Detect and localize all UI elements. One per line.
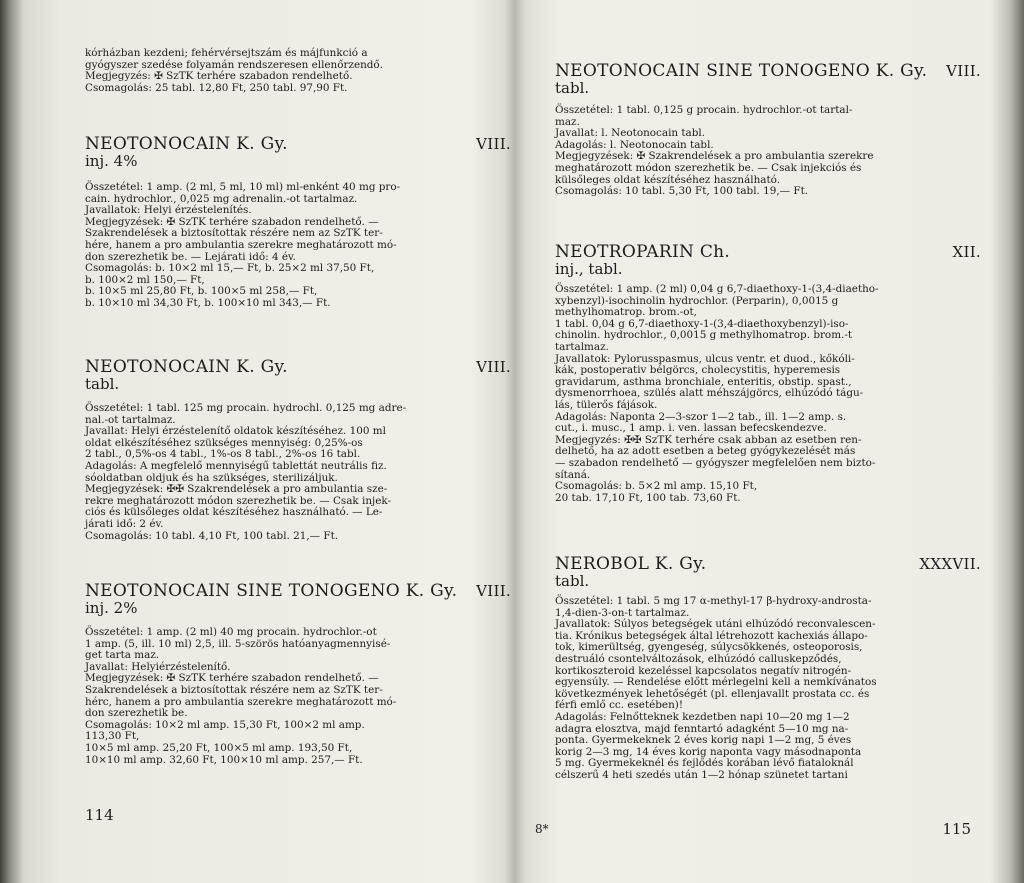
entry-line: adagra elosztva, majd fenntartó adagként 5—10 mg na- <box>555 722 849 735</box>
entry-line: Megjegyzés: ✠✠ SzTK terhére csak abban az esetben ren- <box>555 433 862 446</box>
entry-line: gravidarum, asthma bronchiale, enteritis, obstip. spast., <box>555 375 852 388</box>
entry-line: — szabadon rendelhető — gyógyszer megfelelően nem bizto- <box>555 456 876 469</box>
entry-line: Javallatok: Helyi érzéstelenítés. <box>85 204 252 217</box>
entry-line: Javallatok: Súlyos betegségek utáni elhúzódó reconvalescen- <box>555 618 876 631</box>
entry-line: b. 10×5 ml 25,80 Ft, b. 100×5 ml 258,— Ft, <box>85 285 318 298</box>
entry-body <box>555 284 985 504</box>
entry-line: 113,30 Ft, <box>85 730 140 743</box>
entry-line: Megjegyzések: ✠ SzTK terhére szabadon rendelhető. — <box>85 672 379 685</box>
entry-line: chinolin. hydrochlor., 0,0015 g methylhomatrop. brom.-t <box>555 329 853 342</box>
entry-title: NEOTONOCAIN K. Gy. VIII. <box>85 357 511 377</box>
entry-nerobol <box>555 555 985 782</box>
entry-form: inj., tabl. <box>555 260 623 278</box>
entry-body <box>555 105 985 198</box>
entry-line: destruáló csontelváltozások, elhúzódó calluskepződés, <box>555 652 842 665</box>
entry-line: dysmenorrhoea, szülés alatt méhszájgörcs, elhúzódó tágu- <box>555 387 864 400</box>
entry-neotonocain-inj <box>85 135 515 310</box>
entry-form: tabl. <box>555 79 590 97</box>
entry-line: külsőleges oldat készítéséhez használható. <box>555 173 781 186</box>
entry-line: Adagolás: Felnőtteknek kezdetben napi 10—20 mg 1—2 <box>555 710 850 723</box>
entry-line: sítaná. <box>555 468 591 481</box>
intro-csomagolas: Csomagolás: 25 tabl. 12,80 Ft, 250 tabl. 97,90 Ft. <box>85 81 348 94</box>
intro-line: gyógyszer szedése folyamán rendszeresen ellenőrzendő. <box>85 58 383 71</box>
entry-line: Szakrendelések a biztosítottak részére nem az SzTK ter- <box>85 227 383 240</box>
entry-line: 1 amp. (5, ill. 10 ml) 2,5, ill. 5-szörös hatóanyagmennyisé- <box>85 637 391 650</box>
category-number: VIII. <box>946 62 981 80</box>
entry-line: 1 tabl. 0,04 g 6,7-diaethoxy-1-(3,4-diaethoxybenzyl)-iso- <box>555 317 849 330</box>
entry-neotroparin <box>555 243 985 504</box>
entry-line: ciós és külsőleges oldat készítéséhez használható. — Le- <box>85 506 383 519</box>
entry-line: 1,4-dien-3-on-t tartalmaz. <box>555 606 690 619</box>
entry-line: tok, kimerültség, gyengeség, súlycsökkenés, osteoporosis, <box>555 641 863 654</box>
entry-neotonocain-sine-inj <box>85 582 515 766</box>
entry-line: methylhomatrop. brom.-ot, <box>555 306 697 319</box>
entry-line: korig 2—3 mg, 14 éves korig naponta vagy másodnaponta <box>555 745 862 758</box>
entry-line: b. 10×10 ml 34,30 Ft, b. 100×10 ml 343,— Ft. <box>85 296 331 309</box>
entry-line: Csomagolás: 10 tabl. 4,10 Ft, 100 tabl. 21,— Ft. <box>85 529 339 542</box>
entry-line: 5 mg. Gyermekeknél és fejlődés korában lévő fiataloknál <box>555 757 854 770</box>
entry-line: egyensúly. — Rendelése előtt mérlegelni kell a nemkívánatos <box>555 676 877 689</box>
entry-title: NEOTONOCAIN SINE TONOGENO K. Gy. VIII. <box>555 61 981 81</box>
entry-line: Csomagolás: 10×2 ml amp. 15,30 Ft, 100×2 ml amp. <box>85 718 365 731</box>
entry-line: 10×5 ml amp. 25,20 Ft, 100×5 ml amp. 193,50 Ft, <box>85 741 353 754</box>
category-number: VIII. <box>476 358 511 376</box>
entry-line: tartalmaz. <box>555 340 609 353</box>
entry-line: Összetétel: 1 tabl. 125 mg procain. hydrochl. 0,125 mg adre- <box>85 402 407 414</box>
entry-line: következmények lehetőségét (pl. ellenjavallt prostata cc. és <box>555 687 870 700</box>
entry-line: cut., i. musc., 1 amp. i. ven. lassan befecskendezve. <box>555 422 827 435</box>
entry-line: nal.-ot tartalmaz. <box>85 413 176 426</box>
entry-line: Összetétel: 1 amp. (2 ml) 0,04 g 6,7-diaethoxy-1-(3,4-diaetho- <box>555 283 879 295</box>
entry-line: kortikoszteroid kezeléssel kapcsolatos negatív nitrogén- <box>555 664 852 677</box>
entry-form: tabl. <box>555 572 590 590</box>
entry-body <box>85 182 515 310</box>
entry-line: 2 tabl., 0,5%-os 4 tabl., 1%-os 8 tabl., 2%-os 16 tabl. <box>85 448 361 461</box>
entry-line: oldat elkészítéséhez szükséges mennyiség: 0,25%-os <box>85 436 363 449</box>
entry-line: 10×10 ml amp. 32,60 Ft, 100×10 ml amp. 257,— Ft. <box>85 753 363 766</box>
entry-body <box>555 596 985 782</box>
entry-line: Adagolás: l. Neotonocain tabl. <box>555 138 714 151</box>
entry-line: get tarta maz. <box>85 649 160 662</box>
entry-line: Adagolás: A megfelelő mennyiségű tablettát neutrális fiz. <box>85 459 387 472</box>
category-number: XXXVII. <box>919 555 981 573</box>
entry-neotonocain-tabl <box>85 358 515 542</box>
entry-line: Adagolás: Naponta 2—3-szor 1—2 tab., ill. 1—2 amp. s. <box>555 410 847 423</box>
entry-line: Összetétel: 1 amp. (2 ml) 40 mg procain. hydrochlor.-ot <box>85 626 377 638</box>
entry-title: NEOTONOCAIN SINE TONOGENO K. Gy. VIII. <box>85 581 511 601</box>
entry-title: NEOTROPARIN Ch. XII. <box>555 242 981 262</box>
entry-line: delhető, ha az adott esetben a beteg gyógykezelését más <box>555 445 856 458</box>
page-number: 114 <box>85 806 114 824</box>
intro-block <box>85 48 515 94</box>
signature-mark: 8* <box>535 822 549 836</box>
entry-line: hére, hanem a pro ambulantia szerekre meghatározott mó- <box>85 238 397 251</box>
entry-line: Összetétel: 1 amp. (2 ml, 5 ml, 10 ml) ml-enként 40 mg pro- <box>85 181 401 193</box>
entry-line: xybenzyl)-isochinolin hydrochlor. (Perparin), 0,0015 g <box>555 294 839 307</box>
entry-title: NEROBOL K. Gy. XXXVII. <box>555 554 981 574</box>
entry-line: Megjegyzések: ✠✠ Szakrendelések a pro ambulantia sze- <box>85 483 388 496</box>
category-number: XII. <box>952 243 981 261</box>
entry-line: cain. hydrochlor., 0,025 mg adrenalin.-ot tartalmaz. <box>85 192 358 205</box>
left-page <box>85 0 515 883</box>
entry-line: Javallat: l. Neotonocain tabl. <box>555 127 706 140</box>
entry-line: járati idő: 2 év. <box>85 517 164 530</box>
entry-line: ponta. Gyermekeknek 2 éves korig napi 1—2 mg, 5 éves <box>555 734 852 747</box>
intro-megjegyzes: Megjegyzés: ✠ SzTK terhére szabadon rendelhető. <box>85 70 353 83</box>
entry-line: 20 tab. 17,10 Ft, 100 tab. 73,60 Ft. <box>555 491 741 504</box>
category-number: VIII. <box>476 582 511 600</box>
entry-form: inj. 2% <box>85 599 138 617</box>
entry-form: inj. 4% <box>85 152 138 170</box>
category-number: VIII. <box>476 135 511 153</box>
entry-line: célszerű 4 heti szedés után 1—2 hónap szünetet tartani <box>555 768 848 781</box>
entry-line: Csomagolás: b. 5×2 ml amp. 15,10 Ft, <box>555 480 758 493</box>
intro-line: kórházban kezdeni; fehérvérsejtszám és májfunkció a <box>85 47 368 59</box>
entry-line: Javallatok: Pylorusspasmus, ulcus ventr. et duod., kőkóli- <box>555 352 855 365</box>
entry-body <box>85 403 515 542</box>
entry-line: Megjegyzések: ✠ Szakrendelések a pro ambulantia szerekre <box>555 150 874 163</box>
entry-line: maz. <box>555 115 580 128</box>
entry-line: sóoldatban oldjuk és ha szükséges, sterilizáljuk. <box>85 471 338 484</box>
entry-line: b. 100×2 ml 150,— Ft, <box>85 273 205 286</box>
entry-line: Javallat: Helyiérzéstelenítő. <box>85 660 231 673</box>
right-page <box>535 0 985 883</box>
entry-line: Összetétel: 1 tabl. 0,125 g procain. hydrochlor.-ot tartal- <box>555 104 853 116</box>
entry-line: Javallat: Helyi érzéstelenítő oldatok készítéséhez. 100 ml <box>85 425 386 438</box>
entry-line: tia. Krónikus betegségek által létrehozott kachexiás állapo- <box>555 629 868 642</box>
entry-line: kák, postoperativ bélgörcs, cholecystitis, hyperemesis <box>555 364 841 377</box>
entry-line: lás, tülerős fájások. <box>555 398 658 411</box>
entry-line: Szakrendelések a biztosítottak részére nem az SzTK ter- <box>85 683 383 696</box>
entry-line: don szerezhetik be. — Lejárati idő: 4 év. <box>85 250 296 263</box>
page-number: 115 <box>942 820 971 838</box>
entry-line: rekre meghatározott módon szerezhetik be. — Csak injek- <box>85 494 392 507</box>
entry-form: tabl. <box>85 375 120 393</box>
entry-line: Összetétel: 1 tabl. 5 mg 17 α-methyl-17 β-hydroxy-androsta- <box>555 595 872 607</box>
entry-line: Megjegyzések: ✠ SzTK terhére szabadon rendelhető. — <box>85 215 379 228</box>
entry-line: Csomagolás: b. 10×2 ml 15,— Ft, b. 25×2 ml 37,50 Ft, <box>85 262 375 275</box>
entry-title: NEOTONOCAIN K. Gy. VIII. <box>85 134 511 154</box>
entry-line: hérc, hanem a pro ambulantia szerekre meghatározott mó- <box>85 695 397 708</box>
entry-line: Csomagolás: 10 tabl. 5,30 Ft, 100 tabl. 19,— Ft. <box>555 185 809 198</box>
entry-line: don szerezhetik be. <box>85 707 188 720</box>
entry-body <box>85 627 515 766</box>
entry-neotonocain-sine-tabl <box>555 62 985 198</box>
entry-line: meghatározott módon szerezhetik be. — Csak injekciós és <box>555 161 862 174</box>
entry-line: férfi emlő cc. esetében)! <box>555 699 684 712</box>
